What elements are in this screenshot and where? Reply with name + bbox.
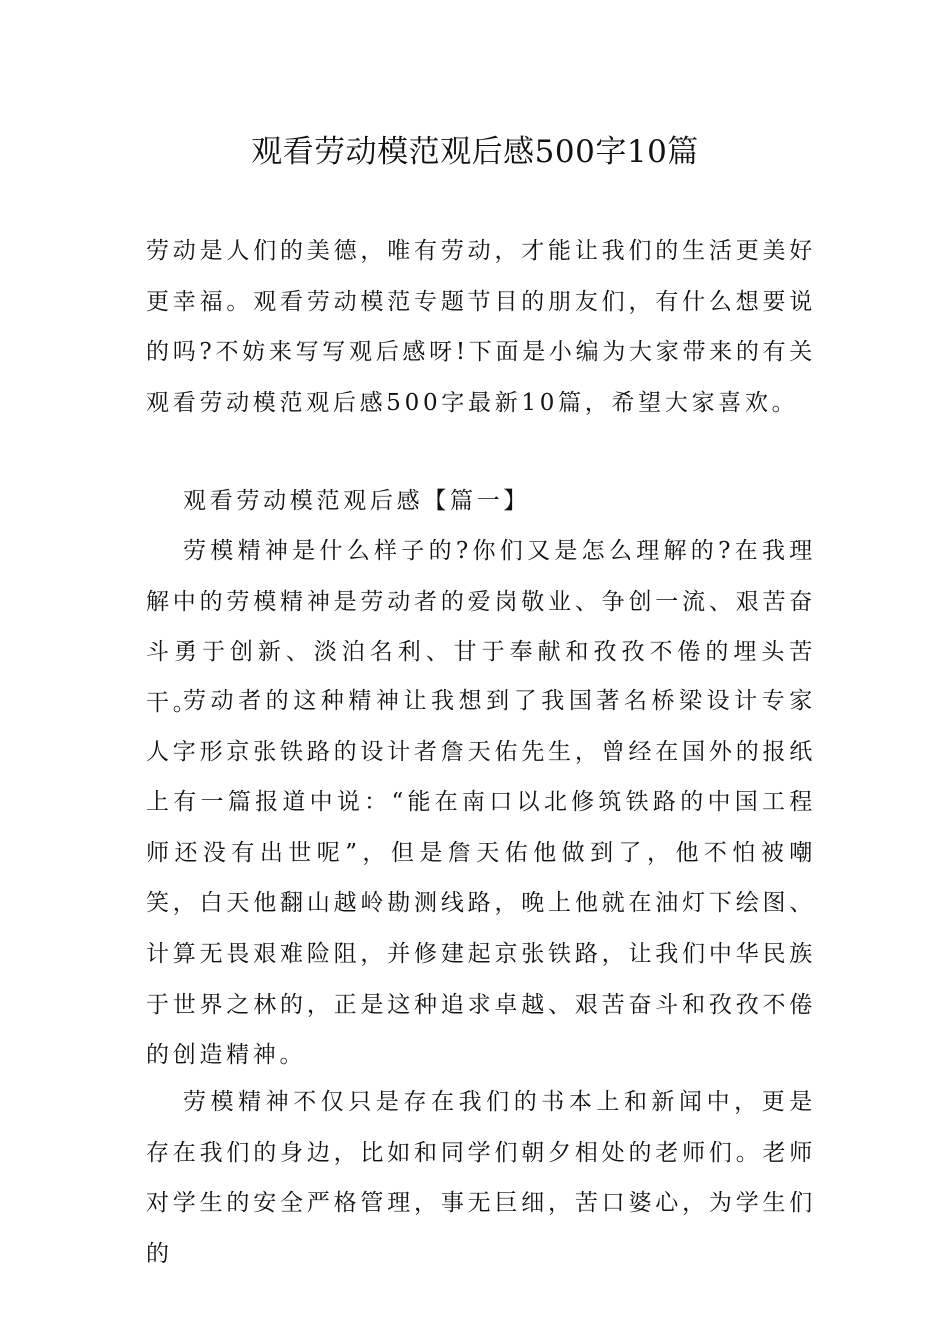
intro-paragraph: 劳动是人们的美德，唯有劳动，才能让我们的生活更美好更幸福。观看劳动模范专题节目的朋友们，有什么想要说的吗?不妨来写写观后感呀!下面是小编为大家带来的有关观看劳动模范观后感500字最新10篇，希望大家喜欢。	[146, 238, 816, 416]
document-title: 观看劳动模范观后感500字10篇	[251, 134, 699, 170]
body-paragraph-2: 劳动者的这种精神让我想到了我国著名桥梁设计专家人字形京张铁路的设计者詹天佑先生，曾经在国外的报纸上有一篇报道中说：“能在南口以北修筑铁路的中国工程师还没有出世呢”，但是詹天佑他做到了，他不怕被嘲笑，白天他翻山越岭勘测线路，晚上他就在油灯下绘图、计算无畏艰难险阻，并修建起京张铁路，让我们中华民族于世界之林的，正是这种追求卓越、艰苦奋斗和孜孜不倦的创造精神。	[146, 688, 816, 1069]
body-paragraph-1: 劳模精神是什么样子的?你们又是怎么理解的?在我理解中的劳模精神是劳动者的爱岗敬业、争创一流、艰苦奋斗勇于创新、淡泊名利、甘于奉献和孜孜不倦的埋头苦干。	[146, 538, 816, 716]
section-heading: 观看劳动模范观后感【篇一】	[183, 488, 531, 514]
body-paragraph-3: 劳模精神不仅只是存在我们的书本上和新闻中，更是存在我们的身边，比如和同学们朝夕相处的老师们。老师对学生的安全严格管理，事无巨细，苦口婆心，为学生们的	[146, 1089, 816, 1267]
